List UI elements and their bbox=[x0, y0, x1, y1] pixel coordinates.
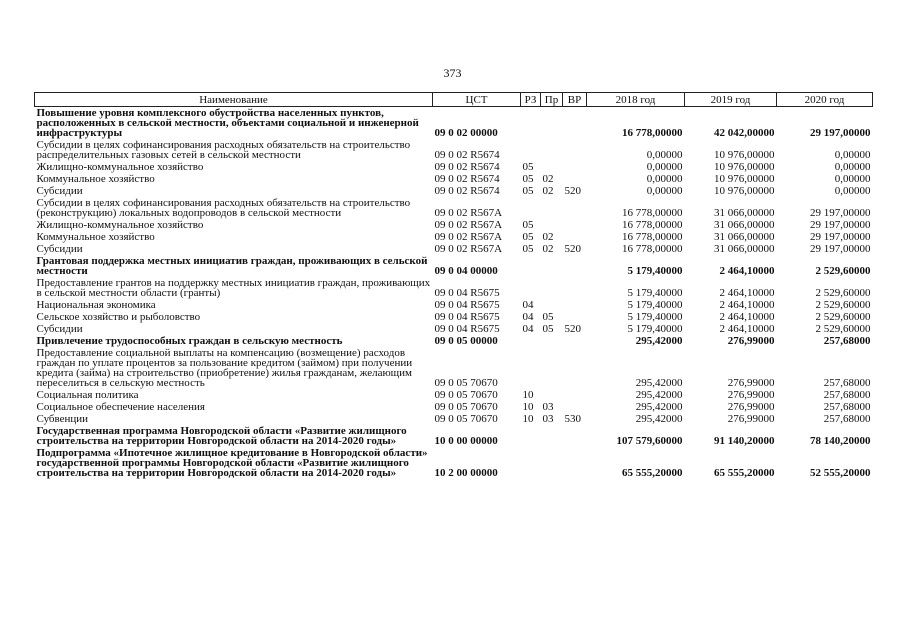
row-cst: 09 0 04 R5675 bbox=[434, 299, 500, 311]
row-2020: 257,68000 bbox=[823, 389, 871, 401]
row-name: Сельское хозяйство и рыболовство bbox=[36, 311, 201, 323]
row-2020: 0,00000 bbox=[834, 149, 871, 161]
row-vr: 520 bbox=[564, 243, 581, 255]
row-2018: 16 778,00000 bbox=[622, 243, 683, 255]
row-rz: 04 bbox=[522, 323, 534, 335]
row-name: Социальное обеспечение населения bbox=[36, 401, 205, 413]
budget-table bbox=[34, 92, 873, 479]
row-pr bbox=[541, 107, 563, 140]
header-rz: РЗ bbox=[521, 93, 541, 107]
row-pr bbox=[541, 255, 563, 277]
row-2019: 276,99000 bbox=[727, 335, 775, 347]
row-rz bbox=[521, 277, 541, 299]
row-2019: 276,99000 bbox=[727, 401, 775, 413]
row-cst: 09 0 04 00000 bbox=[434, 265, 498, 277]
row-2018: 5 179,40000 bbox=[627, 323, 683, 335]
row-2020: 29 197,00000 bbox=[810, 127, 871, 139]
table-row bbox=[35, 219, 873, 231]
row-2018: 0,00000 bbox=[646, 161, 683, 173]
page-number: 373 bbox=[443, 66, 462, 80]
row-cst: 09 0 02 00000 bbox=[434, 127, 498, 139]
row-cst: 09 0 05 70670 bbox=[434, 413, 498, 425]
row-cst: 09 0 04 R5675 bbox=[434, 311, 500, 323]
row-2020: 0,00000 bbox=[834, 173, 871, 185]
table-row bbox=[35, 401, 873, 413]
row-pr bbox=[541, 447, 563, 479]
table-row bbox=[35, 335, 873, 347]
header-2019: 2019 год bbox=[685, 93, 777, 107]
row-2018: 295,42000 bbox=[635, 377, 683, 389]
row-pr bbox=[541, 161, 563, 173]
row-2020: 257,68000 bbox=[823, 401, 871, 413]
row-rz: 05 bbox=[522, 185, 534, 197]
row-2020: 0,00000 bbox=[834, 185, 871, 197]
row-cst: 09 0 02 R5674 bbox=[434, 161, 500, 173]
row-2018: 295,42000 bbox=[635, 413, 683, 425]
row-vr bbox=[563, 335, 587, 347]
row-pr bbox=[541, 139, 563, 161]
row-2019: 31 066,00000 bbox=[714, 219, 775, 231]
row-cst: 10 2 00 00000 bbox=[434, 467, 498, 479]
row-2019: 2 464,10000 bbox=[719, 299, 775, 311]
header-2020: 2020 год bbox=[777, 93, 873, 107]
row-cst: 09 0 05 70670 bbox=[434, 377, 498, 389]
row-cst: 09 0 02 R567A bbox=[434, 243, 503, 255]
row-pr: 03 bbox=[542, 413, 554, 425]
row-rz bbox=[521, 139, 541, 161]
row-pr bbox=[541, 335, 563, 347]
row-2019: 2 464,10000 bbox=[719, 265, 775, 277]
row-name: Предоставление социальной выплаты на компенсацию (возмещение) расходов граждан по уплате процентов за пользование кредитом (займом) при получении кредита (займа) на строительство (приобретение) жилья гражданам, желающим переселиться в сельскую местность bbox=[36, 347, 413, 389]
table-body bbox=[35, 107, 873, 480]
row-2020: 257,68000 bbox=[823, 335, 871, 347]
row-pr: 02 bbox=[542, 173, 554, 185]
row-2018: 0,00000 bbox=[646, 185, 683, 197]
row-rz: 10 bbox=[522, 401, 534, 413]
row-name: Привлечение трудоспособных граждан в сельскую местность bbox=[36, 335, 343, 347]
row-2018: 295,42000 bbox=[635, 389, 683, 401]
row-2018: 65 555,20000 bbox=[622, 467, 683, 479]
row-vr bbox=[563, 401, 587, 413]
row-rz: 04 bbox=[522, 311, 534, 323]
row-2018: 0,00000 bbox=[646, 149, 683, 161]
row-2018: 5 179,40000 bbox=[627, 265, 683, 277]
table-row bbox=[35, 323, 873, 335]
row-name: Субсидии bbox=[36, 185, 83, 197]
row-2020: 29 197,00000 bbox=[810, 231, 871, 243]
header-vr: ВР bbox=[563, 93, 587, 107]
row-pr: 02 bbox=[542, 185, 554, 197]
row-2019: 31 066,00000 bbox=[714, 207, 775, 219]
row-cst: 09 0 02 R567A bbox=[434, 207, 503, 219]
row-vr bbox=[563, 219, 587, 231]
row-2020: 29 197,00000 bbox=[810, 207, 871, 219]
row-vr bbox=[563, 347, 587, 389]
row-name: Подпрограмма «Ипотечное жилищное кредитование в Новгородской области» государственной программы Новгородской области «Развитие жилищного строительства на территории Новгородской области на 2014-2020 годы» bbox=[36, 447, 428, 479]
row-name: Социальная политика bbox=[36, 389, 139, 401]
row-2018: 107 579,60000 bbox=[616, 435, 683, 447]
row-2018: 16 778,00000 bbox=[622, 127, 683, 139]
row-name: Жилищно-коммунальное хозяйство bbox=[36, 219, 204, 231]
table-row bbox=[35, 185, 873, 197]
row-rz: 05 bbox=[522, 219, 534, 231]
row-2018: 0,00000 bbox=[646, 173, 683, 185]
row-cst: 09 0 02 R5674 bbox=[434, 149, 500, 161]
table-row bbox=[35, 173, 873, 185]
row-name: Коммунальное хозяйство bbox=[36, 173, 155, 185]
row-name: Грантовая поддержка местных инициатив граждан, проживающих в сельской местности bbox=[36, 255, 428, 277]
row-vr bbox=[563, 139, 587, 161]
row-vr bbox=[563, 447, 587, 479]
row-pr bbox=[541, 347, 563, 389]
row-2019: 276,99000 bbox=[727, 377, 775, 389]
row-2020: 52 555,20000 bbox=[810, 467, 871, 479]
row-2020: 78 140,20000 bbox=[810, 435, 871, 447]
row-2018: 5 179,40000 bbox=[627, 299, 683, 311]
row-vr bbox=[563, 277, 587, 299]
row-name: Предоставление грантов на поддержку местных инициатив граждан, проживающих в сельской местности области (гранты) bbox=[36, 277, 431, 299]
row-2019: 31 066,00000 bbox=[714, 231, 775, 243]
row-2018: 16 778,00000 bbox=[622, 231, 683, 243]
row-rz: 04 bbox=[522, 299, 534, 311]
row-name: Субсидии bbox=[36, 323, 83, 335]
row-rz: 10 bbox=[522, 413, 534, 425]
row-pr: 03 bbox=[542, 401, 554, 413]
row-pr bbox=[541, 277, 563, 299]
row-cst: 09 0 05 00000 bbox=[434, 335, 498, 347]
row-cst: 09 0 04 R5675 bbox=[434, 287, 500, 299]
row-rz bbox=[521, 447, 541, 479]
row-name: Государственная программа Новгородской области «Развитие жилищного строительства на территории Новгородской области на 2014-2020 годы» bbox=[36, 425, 407, 447]
row-2020: 257,68000 bbox=[823, 377, 871, 389]
row-name: Повышение уровня комплексного обустройства населенных пунктов, расположенных в сельской местности, объектами социальной и инженерной инфраструктуры bbox=[36, 107, 419, 139]
row-2018: 5 179,40000 bbox=[627, 287, 683, 299]
row-pr bbox=[541, 389, 563, 401]
row-2020: 2 529,60000 bbox=[815, 287, 871, 299]
row-name: Субсидии в целях софинансирования расходных обязательств на строительство распределительных газовых сетей в сельской местности bbox=[36, 139, 411, 161]
row-pr bbox=[541, 197, 563, 219]
row-2018: 16 778,00000 bbox=[622, 207, 683, 219]
row-rz bbox=[521, 255, 541, 277]
row-rz: 05 bbox=[522, 173, 534, 185]
row-vr: 530 bbox=[564, 413, 581, 425]
row-rz bbox=[521, 335, 541, 347]
row-rz: 05 bbox=[522, 161, 534, 173]
row-2020: 29 197,00000 bbox=[810, 219, 871, 231]
row-pr bbox=[541, 219, 563, 231]
row-pr bbox=[541, 299, 563, 311]
table-row bbox=[35, 277, 873, 299]
row-name: Субсидии bbox=[36, 243, 83, 255]
row-vr bbox=[563, 299, 587, 311]
row-vr bbox=[563, 161, 587, 173]
row-2020: 29 197,00000 bbox=[810, 243, 871, 255]
table-row bbox=[35, 243, 873, 255]
row-2019: 10 976,00000 bbox=[714, 173, 775, 185]
row-pr: 02 bbox=[542, 231, 554, 243]
row-rz: 10 bbox=[522, 389, 534, 401]
table-row bbox=[35, 311, 873, 323]
row-2019: 2 464,10000 bbox=[719, 287, 775, 299]
table-row bbox=[35, 299, 873, 311]
row-vr: 520 bbox=[564, 323, 581, 335]
row-cst: 09 0 04 R5675 bbox=[434, 323, 500, 335]
row-2019: 276,99000 bbox=[727, 389, 775, 401]
row-2020: 2 529,60000 bbox=[815, 311, 871, 323]
row-rz bbox=[521, 107, 541, 140]
row-cst: 09 0 05 70670 bbox=[434, 389, 498, 401]
row-2018: 5 179,40000 bbox=[627, 311, 683, 323]
header-2018: 2018 год bbox=[587, 93, 685, 107]
row-pr bbox=[541, 425, 563, 447]
row-2019: 10 976,00000 bbox=[714, 185, 775, 197]
row-2019: 2 464,10000 bbox=[719, 323, 775, 335]
row-rz bbox=[521, 425, 541, 447]
row-vr bbox=[563, 231, 587, 243]
row-2019: 2 464,10000 bbox=[719, 311, 775, 323]
row-name: Коммунальное хозяйство bbox=[36, 231, 155, 243]
row-rz bbox=[521, 347, 541, 389]
row-name: Национальная экономика bbox=[36, 299, 156, 311]
row-2020: 257,68000 bbox=[823, 413, 871, 425]
row-2019: 10 976,00000 bbox=[714, 161, 775, 173]
table-row bbox=[35, 255, 873, 277]
row-cst: 09 0 05 70670 bbox=[434, 401, 498, 413]
table-row bbox=[35, 139, 873, 161]
row-cst: 09 0 02 R567A bbox=[434, 219, 503, 231]
row-cst: 09 0 02 R5674 bbox=[434, 173, 500, 185]
row-vr bbox=[563, 425, 587, 447]
row-vr bbox=[563, 311, 587, 323]
table-row bbox=[35, 425, 873, 447]
row-vr bbox=[563, 107, 587, 140]
table-row bbox=[35, 413, 873, 425]
row-pr: 05 bbox=[542, 323, 554, 335]
table-header-row bbox=[35, 93, 873, 107]
row-2020: 2 529,60000 bbox=[815, 323, 871, 335]
row-2019: 91 140,20000 bbox=[714, 435, 775, 447]
row-name: Жилищно-коммунальное хозяйство bbox=[36, 161, 204, 173]
row-2019: 65 555,20000 bbox=[714, 467, 775, 479]
row-2019: 42 042,00000 bbox=[714, 127, 775, 139]
table-row bbox=[35, 231, 873, 243]
row-vr: 520 bbox=[564, 185, 581, 197]
row-rz: 05 bbox=[522, 243, 534, 255]
row-2020: 0,00000 bbox=[834, 161, 871, 173]
header-name: Наименование bbox=[35, 93, 433, 107]
table-row bbox=[35, 347, 873, 389]
row-cst: 10 0 00 00000 bbox=[434, 435, 498, 447]
row-vr bbox=[563, 197, 587, 219]
row-cst: 09 0 02 R567A bbox=[434, 231, 503, 243]
row-2018: 295,42000 bbox=[635, 401, 683, 413]
row-vr bbox=[563, 389, 587, 401]
header-cst: ЦСТ bbox=[433, 93, 521, 107]
row-2019: 10 976,00000 bbox=[714, 149, 775, 161]
row-2020: 2 529,60000 bbox=[815, 299, 871, 311]
row-2018: 295,42000 bbox=[635, 335, 683, 347]
row-2019: 31 066,00000 bbox=[714, 243, 775, 255]
row-cst: 09 0 02 R5674 bbox=[434, 185, 500, 197]
table-row bbox=[35, 197, 873, 219]
row-rz bbox=[521, 197, 541, 219]
row-vr bbox=[563, 173, 587, 185]
table-row bbox=[35, 389, 873, 401]
row-pr: 05 bbox=[542, 311, 554, 323]
row-2019: 276,99000 bbox=[727, 413, 775, 425]
row-name: Субвенции bbox=[36, 413, 89, 425]
header-pr: Пр bbox=[541, 93, 563, 107]
row-name: Субсидии в целях софинансирования расходных обязательств на строительство (реконструкцию) локальных водопроводов в сельской местности bbox=[36, 197, 411, 219]
table-row bbox=[35, 107, 873, 140]
table-row bbox=[35, 447, 873, 479]
row-2018: 16 778,00000 bbox=[622, 219, 683, 231]
table-row bbox=[35, 161, 873, 173]
row-rz: 05 bbox=[522, 231, 534, 243]
row-vr bbox=[563, 255, 587, 277]
row-pr: 02 bbox=[542, 243, 554, 255]
row-2020: 2 529,60000 bbox=[815, 265, 871, 277]
